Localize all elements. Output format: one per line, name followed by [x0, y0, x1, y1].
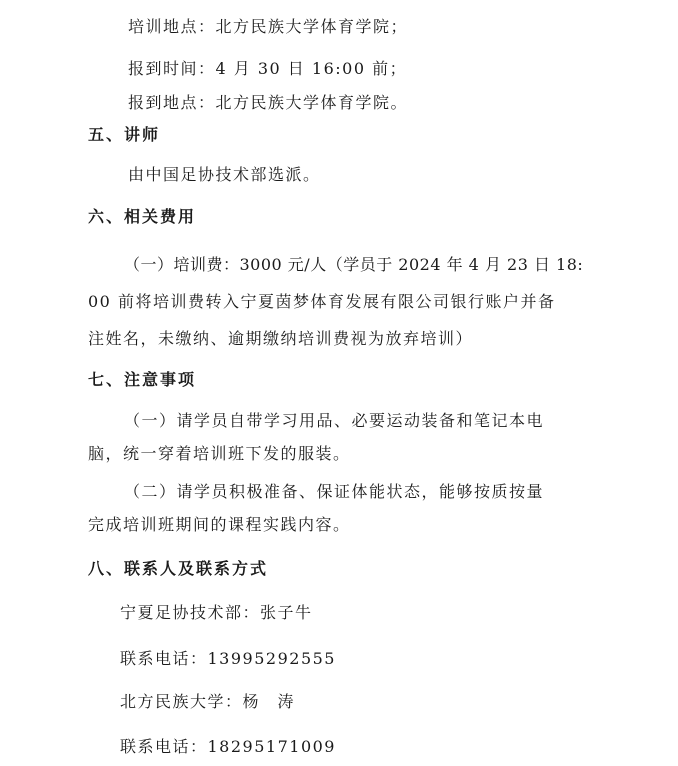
notice-2-line-2: 完成培训班期间的课程实践内容。: [88, 515, 351, 534]
notice-1-line-1: （一）请学员自带学习用品、必要运动装备和笔记本电: [124, 411, 545, 430]
fee-line-1: （一）培训费：3000 元/人（学员于 2024 年 4 月 23 日 18:: [124, 255, 584, 274]
contact-1-label: 宁夏足协技术部：张子牛: [120, 603, 313, 622]
contact-2-label: 北方民族大学：杨 涛: [120, 692, 296, 711]
contact-1-phone: 联系电话：13995292555: [120, 649, 336, 668]
section-8-heading: 八、联系人及联系方式: [88, 559, 269, 578]
training-venue: 培训地点：北方民族大学体育学院；: [128, 17, 409, 36]
report-time: 报到时间：4 月 30 日 16:00 前；: [128, 59, 408, 78]
contact-2-phone: 联系电话：18295171009: [120, 737, 336, 756]
section-5-body: 由中国足协技术部选派。: [128, 165, 321, 184]
section-7-heading: 七、注意事项: [88, 370, 197, 389]
notice-1-line-2: 脑，统一穿着培训班下发的服装。: [88, 444, 351, 463]
section-5-heading: 五、讲师: [88, 125, 161, 144]
fee-line-3: 注姓名，未缴纳、逾期缴纳培训费视为放弃培训）: [88, 329, 474, 348]
section-6-heading: 六、相关费用: [88, 207, 197, 226]
fee-line-2: 00 前将培训费转入宁夏茵梦体育发展有限公司银行账户并备: [88, 292, 556, 311]
report-venue: 报到地点：北方民族大学体育学院。: [128, 93, 409, 112]
notice-2-line-1: （二）请学员积极准备、保证体能状态，能够按质按量: [124, 482, 545, 501]
